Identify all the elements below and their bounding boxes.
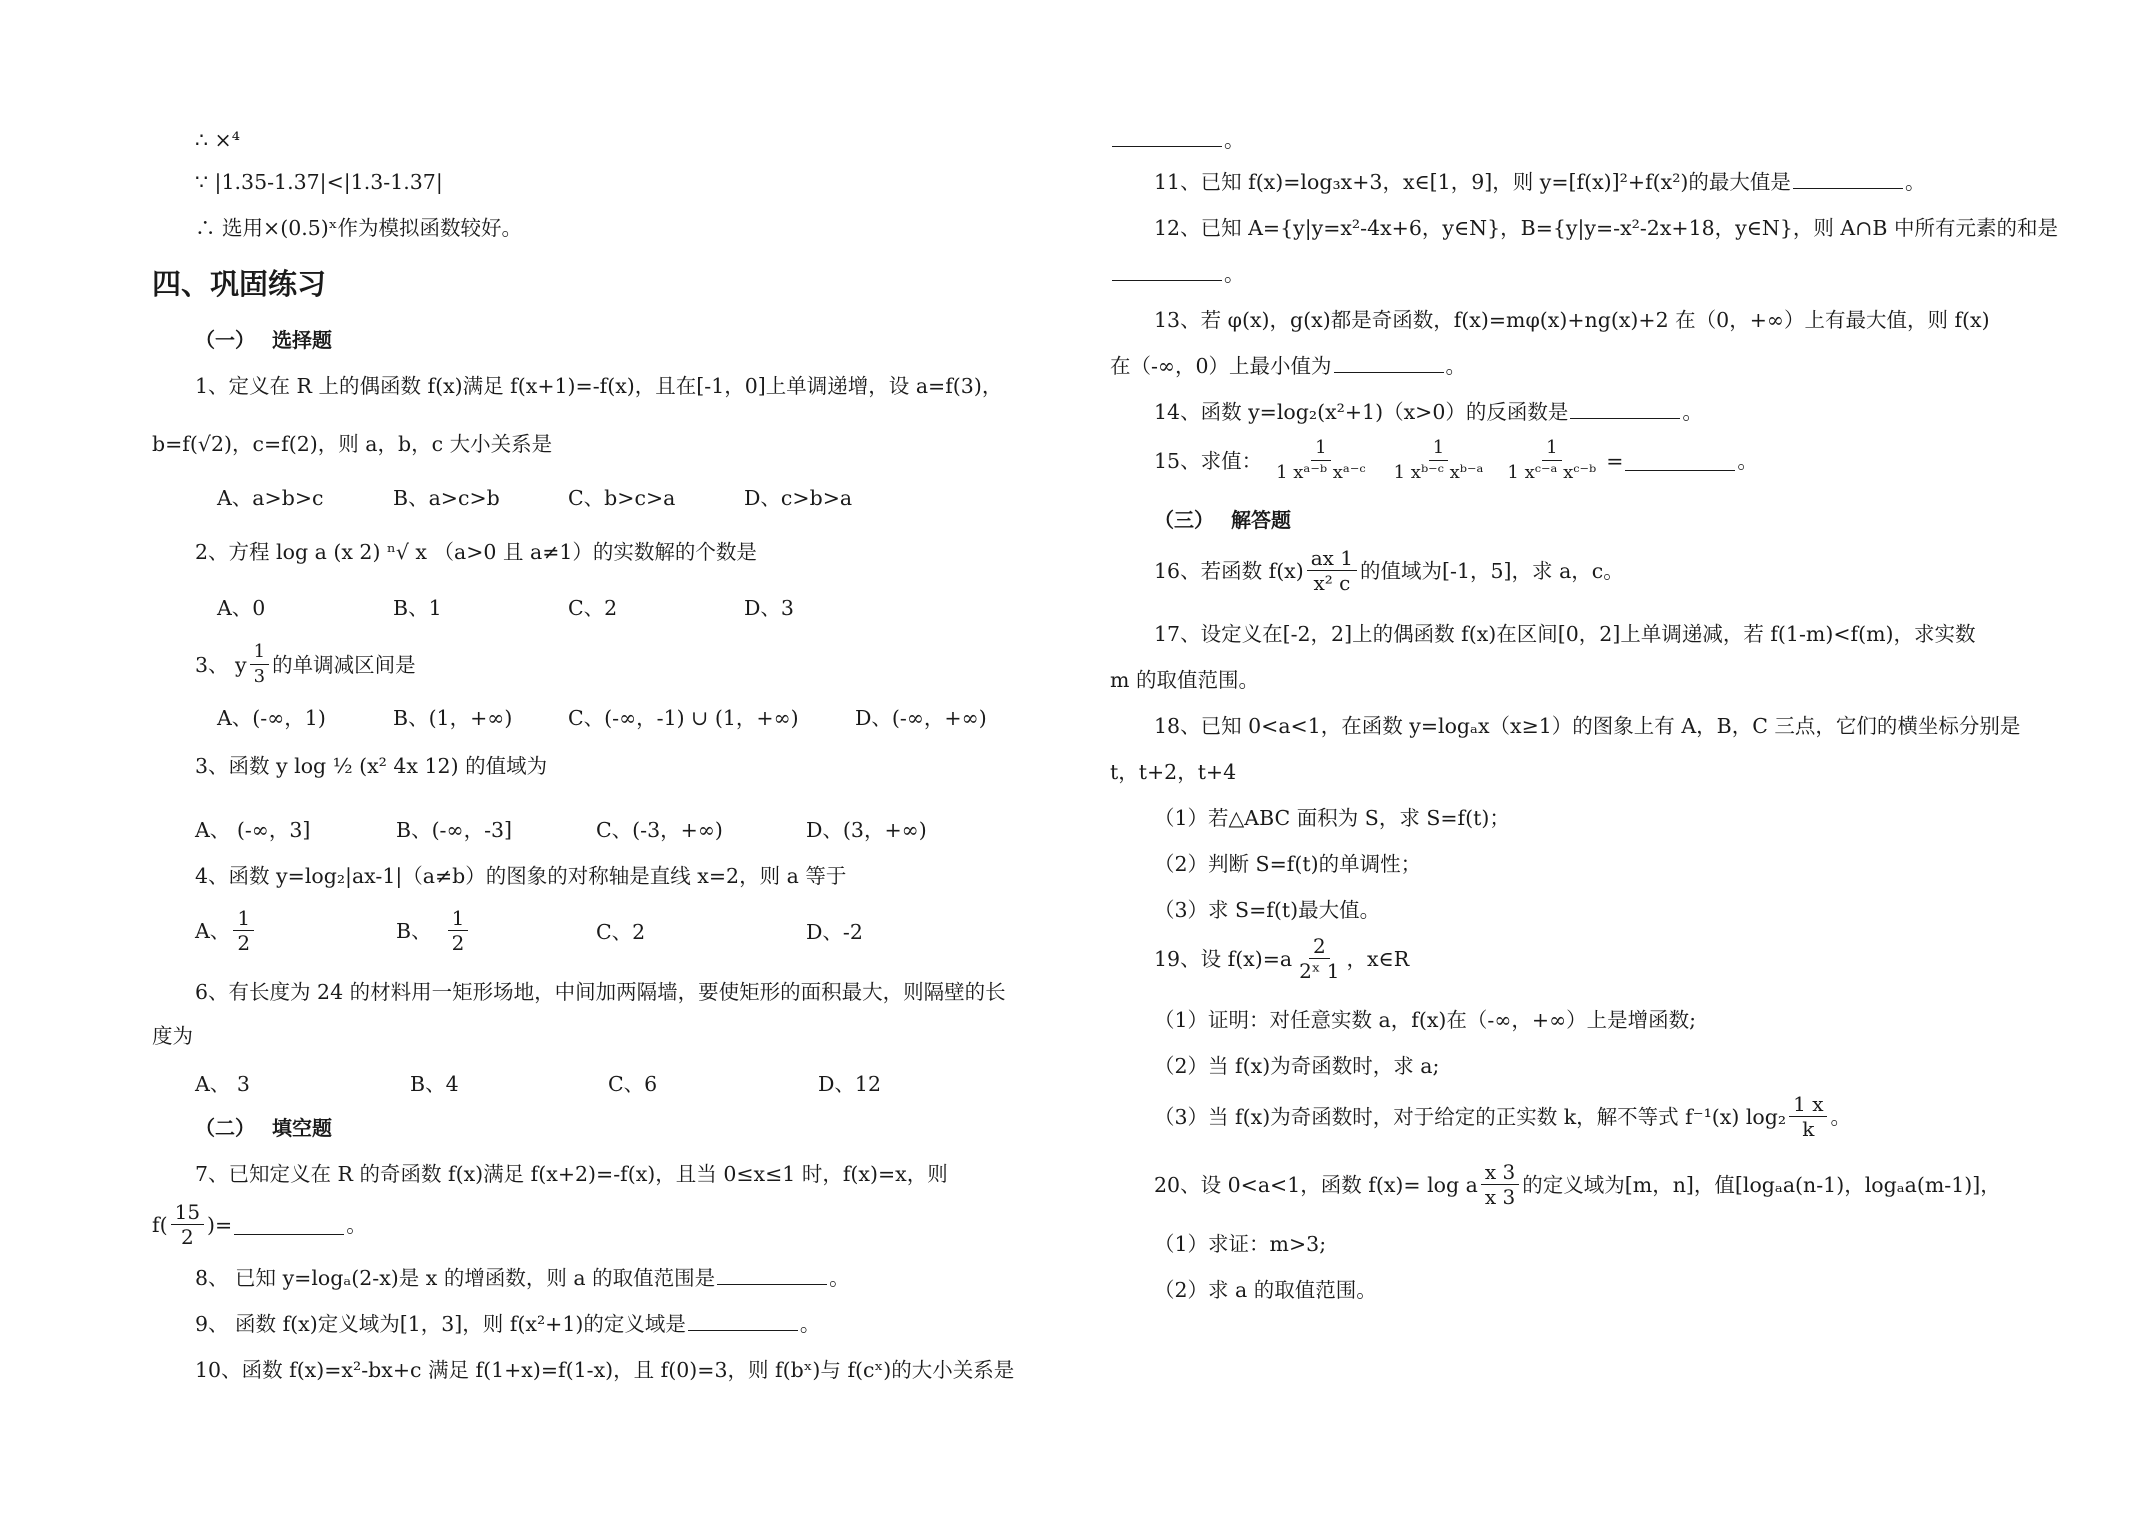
q3a-base-fraction [250, 640, 269, 689]
q16-suffix: 的值域为[-1，5]，求 a，c。 [1360, 558, 1624, 583]
q10-text: 10、函数 f(x)=x²-bx+c 满足 f(1+x)=f(1-x)，且 f(0)=3，则 f(bˣ)与 f(cˣ)的大小关系是 [195, 1358, 1015, 1382]
intro-line-3: ∴ 选用×(0.5)ˣ作为模拟函数较好。 [195, 216, 522, 240]
q10-continuation [1110, 126, 1245, 154]
q3a-option-c: C、(-∞，-1) ∪ (1，+∞) [568, 706, 799, 730]
q20-suffix: 的定义域为[m，n]，值[logₐa(n-1)，logₐa(m-1)]， [1522, 1172, 2001, 1197]
q4-option-a-fraction [233, 906, 254, 955]
q11-text [1154, 168, 1925, 196]
q6-option-c: C、6 [608, 1072, 658, 1096]
q6-option-d: D、12 [818, 1072, 882, 1096]
q20-part-2: （2）求 a 的取值范围。 [1154, 1278, 1377, 1302]
q16-prefix: 16、若函数 f(x) [1154, 558, 1304, 583]
q20-fraction [1481, 1160, 1519, 1209]
q3a-base-num: 1 [250, 640, 269, 665]
q18-line-1: 18、已知 0<a<1，在函数 y=logₐx（x≥1）的图象上有 A，B，C 三点，它们的横坐标分别是 [1154, 714, 2021, 738]
q3b-option-d: D、(3，+∞) [806, 818, 927, 842]
q14-period: 。 [1682, 400, 1703, 424]
q3a-suffix: 的单调减区间是 [272, 652, 416, 677]
q20-num: x 3 [1481, 1160, 1519, 1185]
intro-line-2: ∵ |1.35-1.37|<|1.3-1.37| [195, 170, 443, 194]
q1-option-c: C、b>c>a [568, 486, 676, 510]
q19-fraction [1295, 934, 1343, 983]
q2-text: 2、方程 log a (x 2) ⁿ√ x （a>0 且 a≠1）的实数解的个数是 [195, 540, 757, 564]
q4-option-a-label: A、 [195, 918, 231, 943]
q14-text [1154, 398, 1703, 426]
section-answer: （三） 解答题 [1154, 508, 1291, 532]
q15-period: 。 [1737, 448, 1758, 473]
q4-b-den: 2 [451, 931, 465, 955]
q11-label: 11、已知 f(x)=log₃x+3，x∈[1，9]，则 y=[f(x)]²+f(x²)的最大值是 [1154, 170, 1791, 194]
q3a-option-a: A、(-∞，1) [217, 706, 326, 730]
q18-part-1: （1）若△ABC 面积为 S，求 S=f(t)； [1154, 806, 1510, 830]
q19c-suffix: 。 [1830, 1104, 1851, 1129]
q1-option-d: D、c>b>a [744, 486, 853, 510]
q9-text [195, 1310, 820, 1338]
q20-part-1: （1）求证：m>3; [1154, 1232, 1327, 1256]
q3a-option-d: D、(-∞，+∞) [855, 706, 987, 730]
q15-f2-den: 1 xᵇ⁻ᶜ xᵇ⁻ᵃ [1393, 462, 1484, 483]
q6-option-a: A、 3 [195, 1072, 250, 1096]
q16-text [1154, 546, 1624, 595]
q3a-option-b: B、(1，+∞) [393, 706, 513, 730]
q1-line-1: 1、定义在 R 上的偶函数 f(x)满足 f(x+1)=-f(x)，且在[-1，0]上单调递增，设 a=f(3)， [195, 374, 1003, 398]
q15-text [1154, 436, 1758, 485]
q4-b-num: 1 [448, 906, 469, 931]
q4-option-d: D、-2 [806, 920, 863, 944]
q19-part-1: （1）证明：对任意实数 a，f(x)在（-∞，+∞）上是增函数; [1154, 1008, 1697, 1032]
q10-answer-blank[interactable] [1112, 126, 1222, 147]
q4-option-b-label: B、 [396, 918, 432, 943]
q4-option-b [396, 906, 471, 955]
q14-label: 14、函数 y=log₂(x²+1)（x>0）的反函数是 [1154, 400, 1569, 424]
q7-suffix: )= [207, 1212, 233, 1237]
q17-line-1: 17、设定义在[-2，2]上的偶函数 f(x)在区间[0，2]上单调递减，若 f(1-m)<f(m)，求实数 [1154, 622, 1976, 646]
q16-den: x² c [1313, 571, 1351, 595]
q3b-text: 3、函数 y log ½ (x² 4x 12) 的值域为 [195, 754, 548, 778]
q4-option-b-fraction [448, 906, 469, 955]
q15-f1-den: 1 xᵃ⁻ᵇ xᵃ⁻ᶜ [1276, 462, 1366, 483]
q16-num: ax 1 [1307, 546, 1357, 571]
q19-text [1154, 934, 1409, 983]
q11-answer-blank[interactable] [1793, 168, 1903, 189]
q11-period: 。 [1904, 170, 1926, 194]
q19-den: 2ˣ 1 [1299, 959, 1340, 983]
q15-f3-den: 1 xᶜ⁻ᵃ xᶜ⁻ᵇ [1507, 462, 1597, 483]
q7-period: 。 [346, 1212, 367, 1237]
q15-answer-blank[interactable] [1625, 450, 1735, 471]
q6-line-2: 度为 [152, 1024, 193, 1048]
q13-label: 在（-∞，0）上最小值为 [1110, 354, 1332, 378]
q7-num: 15 [171, 1200, 204, 1225]
q4-option-a [195, 906, 257, 955]
section-fill: （二） 填空题 [195, 1116, 332, 1140]
q12-period: 。 [1224, 262, 1245, 286]
q13-period: 。 [1445, 354, 1467, 378]
q15-label: 15、求值： [1154, 448, 1263, 473]
q19c-num: 1 x [1789, 1092, 1827, 1117]
q19-part-2: （2）当 f(x)为奇函数时，求 a; [1154, 1054, 1440, 1078]
q7-den: 2 [180, 1225, 194, 1249]
q2-option-a: A、0 [217, 596, 266, 620]
q19-prefix: 19、设 f(x)=a [1154, 946, 1293, 971]
q8-text [195, 1264, 850, 1292]
q3a-text [195, 640, 416, 689]
q18-part-3: （3）求 S=f(t)最大值。 [1154, 898, 1381, 922]
q14-answer-blank[interactable] [1570, 398, 1680, 419]
q13-answer-blank[interactable] [1334, 352, 1444, 373]
q12-answer-blank[interactable] [1112, 260, 1222, 281]
q16-fraction [1307, 546, 1357, 595]
q18-line-2: t，t+2，t+4 [1110, 760, 1237, 784]
q3b-option-a: A、 (-∞，3] [195, 818, 311, 842]
section-choice: （一） 选择题 [195, 328, 332, 352]
q2-option-b: B、1 [393, 596, 442, 620]
q20-den: x 3 [1484, 1185, 1516, 1209]
q7-line-1: 7、已知定义在 R 的奇函数 f(x)满足 f(x+2)=-f(x)，且当 0≤x≤1 时，f(x)=x，则 [195, 1162, 948, 1186]
q12-line-2 [1110, 260, 1245, 288]
q3a-base-den: 3 [253, 666, 266, 687]
q19-part-3 [1154, 1092, 1851, 1141]
q9-label: 9、 函数 f(x)定义域为[1，3]，则 f(x²+1)的定义域是 [195, 1312, 686, 1336]
q9-period: 。 [799, 1312, 821, 1336]
section-heading: 四、巩固练习 [152, 267, 327, 301]
q6-line-1: 6、有长度为 24 的材料用一矩形场地，中间加两隔墙，要使矩形的面积最大，则隔壁的长 [195, 980, 1006, 1004]
q19-suffix: ，x∈R [1346, 946, 1410, 971]
q3b-option-b: B、(-∞，-3] [396, 818, 513, 842]
q13-line-1: 13、若 φ(x)，g(x)都是奇函数，f(x)=mφ(x)+ng(x)+2 在（0，+∞）上有最大值，则 f(x) [1154, 308, 1990, 332]
q15-fraction-3 [1503, 436, 1600, 485]
q2-option-d: D、3 [744, 596, 794, 620]
q9-answer-blank[interactable] [688, 1310, 798, 1331]
q3b-option-c: C、(-3，+∞) [596, 818, 723, 842]
q15-fraction-2 [1390, 436, 1488, 485]
q3a-prefix: 3、 y [195, 652, 247, 677]
q4-a-num: 1 [233, 906, 254, 931]
q6-option-b: B、4 [410, 1072, 459, 1096]
q13-line-2 [1110, 352, 1466, 380]
q18-part-2: （2）判断 S=f(t)的单调性； [1154, 852, 1422, 876]
q15-equals: = [1606, 448, 1624, 473]
q4-option-c: C、2 [596, 920, 646, 944]
q8-period: 。 [829, 1266, 850, 1290]
q4-a-den: 2 [237, 931, 251, 955]
q20-text [1154, 1160, 2001, 1209]
q15-fraction-1 [1272, 436, 1370, 485]
q15-f3-num: 1 [1542, 436, 1561, 461]
q8-label: 8、 已知 y=logₐ(2-x)是 x 的增函数，则 a 的取值范围是 [195, 1266, 716, 1290]
q19-num: 2 [1309, 934, 1330, 959]
q8-answer-blank[interactable] [717, 1264, 827, 1285]
q19c-fraction [1789, 1092, 1827, 1141]
q1-option-b: B、a>c>b [393, 486, 500, 510]
q1-option-a: A、a>b>c [217, 486, 324, 510]
intro-line-1: ∴ ×⁴ [195, 128, 240, 152]
q20-prefix: 20、设 0<a<1，函数 f(x)= log a [1154, 1172, 1478, 1197]
q19c-den: k [1802, 1117, 1815, 1141]
q7-prefix: f( [152, 1212, 168, 1237]
q1-line-2: b=f(√2)，c=f(2)，则 a，b，c 大小关系是 [152, 432, 553, 456]
q12-line-1: 12、已知 A={y|y=x²-4x+6，y∈N}，B={y|y=-x²-2x+18，y∈N}，则 A∩B 中所有元素的和是 [1154, 216, 2058, 240]
q10-period: 。 [1224, 128, 1245, 152]
q4-text: 4、函数 y=log₂|ax-1|（a≠b）的图象的对称轴是直线 x=2，则 a 等于 [195, 864, 847, 888]
q7-answer-blank[interactable] [234, 1214, 344, 1235]
q15-f2-num: 1 [1429, 436, 1448, 461]
q19c-prefix: （3）当 f(x)为奇函数时，对于给定的正实数 k，解不等式 f⁻¹(x) log₂ [1154, 1104, 1787, 1129]
q7-line-2 [152, 1200, 367, 1249]
q7-fraction [171, 1200, 204, 1249]
q15-f1-num: 1 [1311, 436, 1330, 461]
q2-option-c: C、2 [568, 596, 618, 620]
q17-line-2: m 的取值范围。 [1110, 668, 1259, 692]
